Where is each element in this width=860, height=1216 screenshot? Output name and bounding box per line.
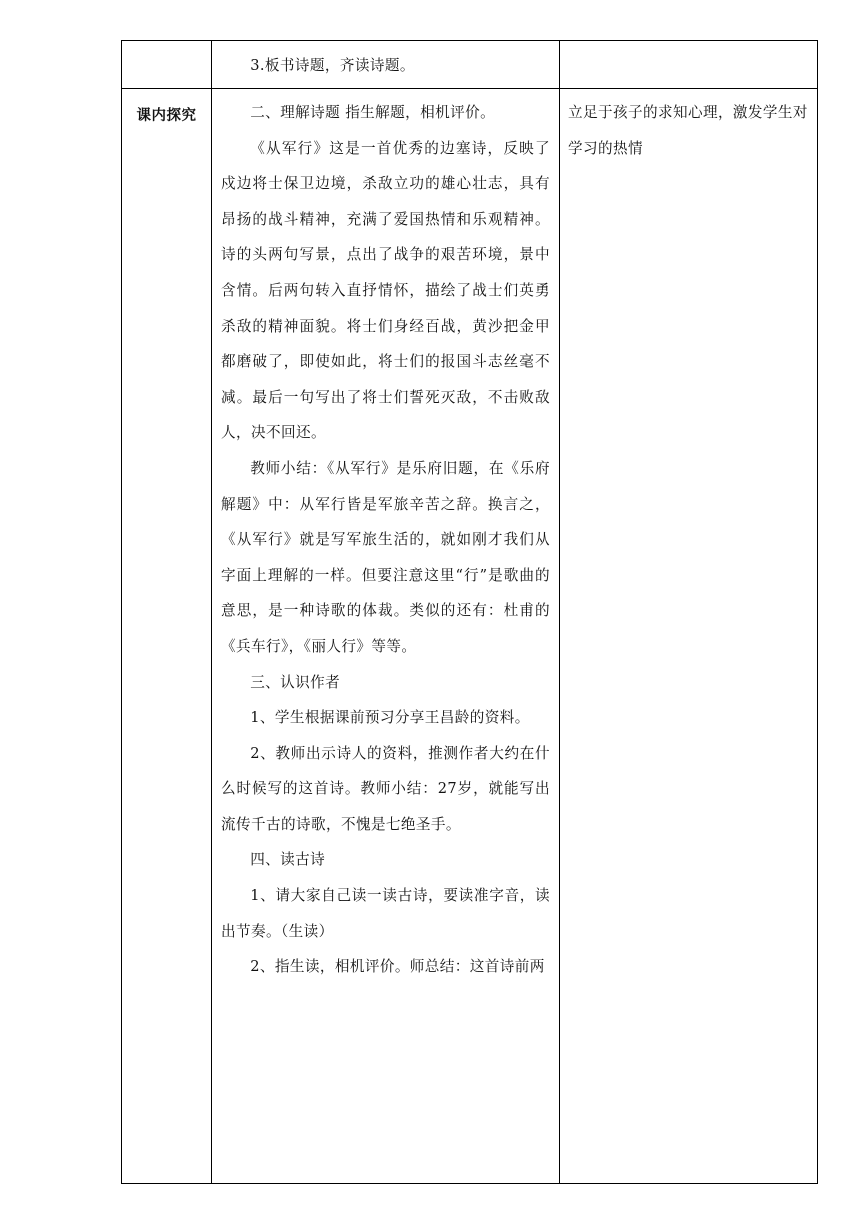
design-note-cell	[560, 89, 818, 1184]
section-label-cell	[122, 41, 212, 89]
section-label-cell	[122, 89, 212, 1184]
paragraph: 《从军行》这是一首优秀的边塞诗，反映了戍边将士保卫边境，杀敌立功的雄心壮志，具有昂扬的战斗精神，充满了爱国热情和乐观精神。诗的头两句写景，点出了战争的艰苦环境，景中含情。后两句转入直抒情怀，描绘了战士们英勇杀敌的精神面貌。将士们身经百战，黄沙把金甲都磨破了，即使如此，将士们的报国斗志丝毫不减。最后一句写出了将士们誓死灭敌，不击败敌人，决不回还。	[221, 139, 550, 442]
paragraph: 1、请大家自己读一读古诗，要读准字音，读出节奏。（生读）	[221, 887, 550, 940]
lesson-plan-table	[121, 40, 818, 1184]
design-note-text: 立足于孩子的求知心理，激发学生对学习的热情	[568, 104, 808, 157]
paragraph: 教师小结：《从军行》是乐府旧题，在《乐府解题》中：从军行皆是军旅辛苦之辞。换言之，《从军行》就是写军旅生活的，就如刚才我们从字面上理解的一样。但要注意这里“行”是歌曲的意思，是一种诗歌的体裁。类似的还有：杜甫的《兵车行》，《丽人行》等等。	[221, 459, 550, 655]
activity-cell	[212, 41, 560, 89]
design-note-cell	[560, 41, 818, 89]
paragraph: 二、理解诗题 指生解题，相机评价。	[250, 104, 496, 121]
section-label: 课内探究	[136, 108, 197, 124]
activity-cell	[212, 89, 560, 1184]
paragraph: 四、读古诗	[250, 851, 326, 869]
table-row	[122, 89, 818, 1184]
paragraph: 2、指生读，相机评价。师总结：这首诗前两	[250, 958, 545, 976]
paragraph: 2、教师出示诗人的资料，推测作者大约在什么时候写的这首诗。教师小结：27岁，就能写出流传千古的诗歌，不愧是七绝圣手。	[221, 744, 550, 833]
table-row	[122, 41, 818, 89]
activity-text: 3.板书诗题，齐读诗题。	[250, 57, 415, 74]
paragraph: 三、认识作者	[250, 673, 341, 691]
paragraph: 1、学生根据课前预习分享王昌龄的资料。	[250, 709, 530, 727]
